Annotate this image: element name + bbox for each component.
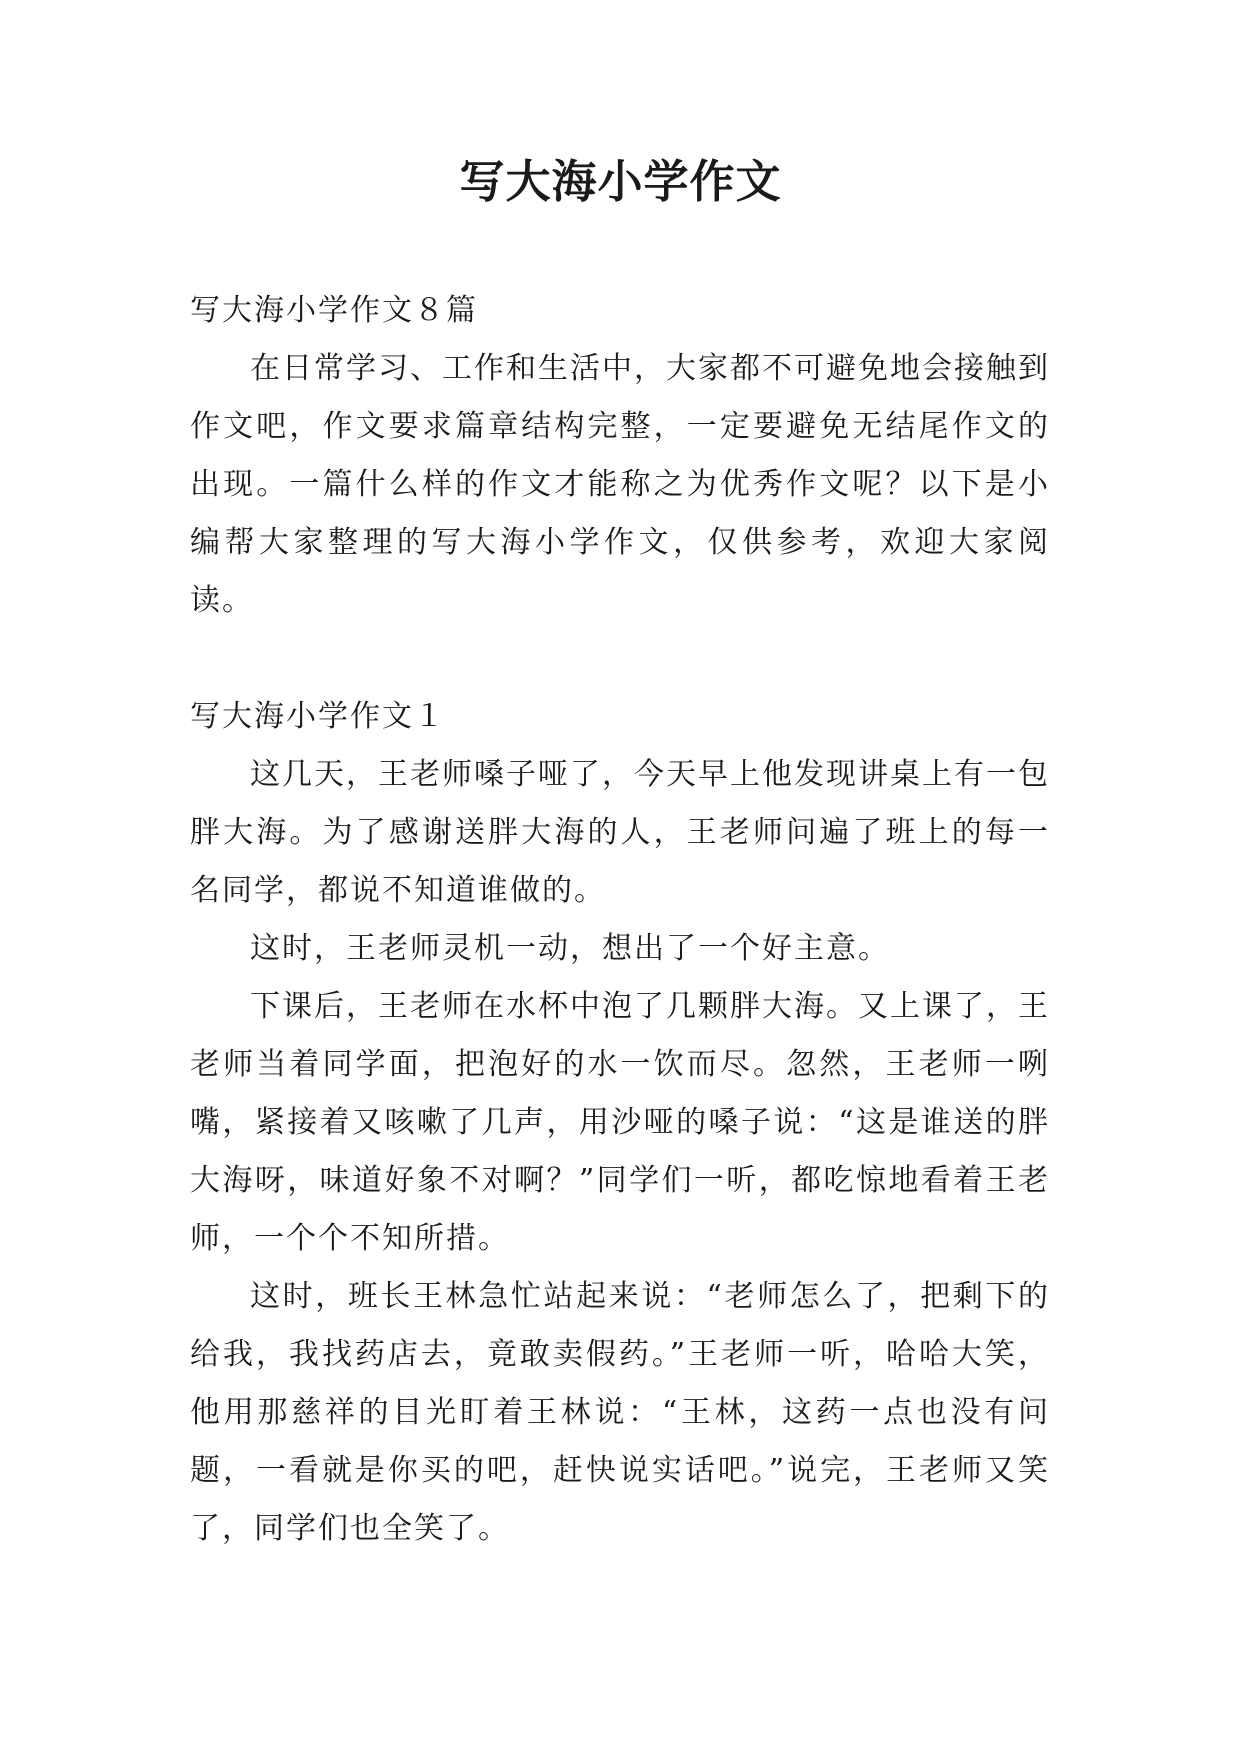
section-heading: 写大海小学作文１ [190,699,446,734]
intro-paragraph: 在日常学习、工作和生活中，大家都不可避免地会接触到作文吧，作文要求篇章结构完整，一定要避免无结尾作文的出现。一篇什么样的作文才能称之为优秀作文呢？以下是小编帮大家整理的写大海小学作文，仅供参考，欢迎大家阅读。 [190,351,1050,618]
document-subtitle: 写大海小学作文８篇 [190,293,478,328]
body-paragraph: 下课后，王老师在水杯中泡了几颗胖大海。又上课了，王老师当着同学面，把泡好的水一饮而尽。忽然，王老师一咧嘴，紧接着又咳嗽了几声，用沙哑的嗓子说：“这是谁送的胖大海呀，味道好象不对啊？”同学们一听，都吃惊地看着王老师，一个个不知所措。 [190,989,1050,1256]
document-body [190,282,1050,1558]
document-title: 写大海小学作文 [459,155,782,208]
body-paragraph: 这时，班长王林急忙站起来说：“老师怎么了，把剩下的给我，我找药店去，竟敢卖假药。”王老师一听，哈哈大笑，他用那慈祥的目光盯着王林说：“王林，这药一点也没有问题，一看就是你买的吧，赶快说实话吧。”说完，王老师又笑了，同学们也全笑了。 [190,1279,1050,1546]
body-paragraph: 这几天，王老师嗓子哑了，今天早上他发现讲桌上有一包胖大海。为了感谢送胖大海的人，王老师问遍了班上的每一名同学，都说不知道谁做的。 [190,757,1050,908]
section-spacer [190,630,1050,688]
body-paragraph: 这时，王老师灵机一动，想出了一个好主意。 [250,931,890,966]
